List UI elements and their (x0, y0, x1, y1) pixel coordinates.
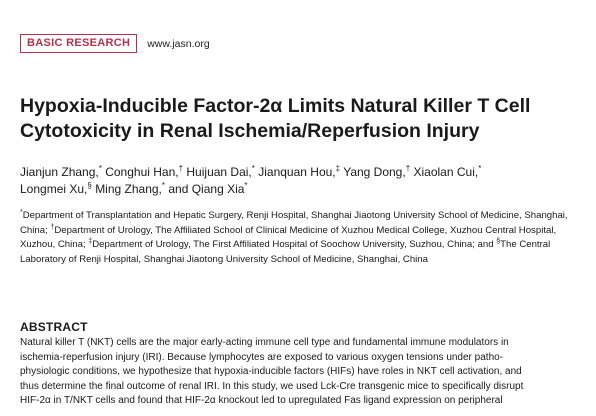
abstract-body (20, 336, 586, 409)
title-line: Cytotoxicity in Renal Ischemia/Reperfusion Injury (20, 120, 480, 142)
abstract-line: physiologic conditions, we hypothesize that hypoxia-inducible factors (HIFs) have roles in NKT cell activation, and (20, 366, 522, 377)
affiliation: ‡Department of Urology, The First Affiliated Hospital of Soochow University, Suzhou, China; and (88, 238, 494, 251)
section-badge: BASIC RESEARCH (20, 34, 137, 53)
title-line: Hypoxia-Inducible Factor-2α Limits Natural Killer T Cell (20, 95, 531, 117)
author: Jianjun Zhang,* (20, 164, 102, 179)
affiliation: †Department of Urology, The Affiliated School of Clinical Medicine of Xuzhou Medical College, Xuzhou Central Hospital, Xuzhou, China; (20, 223, 557, 251)
author: Longmei Xu,§ (20, 181, 92, 196)
abstract-heading: ABSTRACT (20, 320, 88, 334)
author: Conghui Han,† (105, 164, 184, 179)
author-list (20, 164, 585, 198)
author: Ming Zhang,* (95, 181, 166, 196)
article-header (20, 34, 210, 53)
author: Yang Dong,† (343, 164, 411, 179)
abstract-line: thus determine the final outcome of renal IRI. In this study, we used Lck-Cre transgenic mice to specifically disrupt (20, 380, 524, 392)
author: and Qiang Xia* (168, 181, 248, 196)
author: Jianquan Hou,‡ (258, 164, 341, 179)
author: Xiaolan Cui,* (413, 164, 482, 179)
abstract-line: ischemia-reperfusion injury (IRI). Because lymphocytes are exposed to various oxygen tensions under patho- (20, 351, 504, 363)
abstract-line: HIF-2α in T/NKT cells and found that HIF-2α knockout led to upregulated Fas ligand expression on peripheral (20, 395, 503, 406)
author: Huijuan Dai,* (186, 164, 255, 179)
article-title (20, 94, 580, 144)
affiliations (20, 209, 586, 267)
journal-url[interactable]: www.jasn.org (147, 37, 210, 50)
affiliation: §The Central Laboratory of Renji Hospital, Shanghai Jiaotong University School of Medicine, Shanghai, China (20, 238, 551, 265)
abstract-line: Natural killer T (NKT) cells are the major early-acting immune cell type and fundamental immune modulators in (20, 337, 509, 348)
affiliation: *Department of Transplantation and Hepatic Surgery, Renji Hospital, Shanghai Jiaotong University School of Medicine, Shanghai, China; (20, 208, 568, 236)
